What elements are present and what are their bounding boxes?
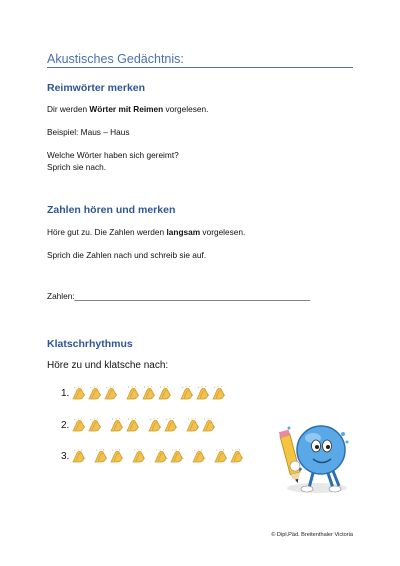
clap-row-number: 3. <box>61 450 70 462</box>
clapping-hands-icon <box>191 449 207 463</box>
clap-row-2 <box>61 416 217 434</box>
clapping-hands-icon <box>169 449 185 463</box>
clapping-hands-icon <box>87 386 103 400</box>
clap-row-1 <box>61 384 227 402</box>
section1-line4: Sprich sie nach. <box>47 162 107 172</box>
clapping-hands-icon <box>125 386 141 400</box>
text: Dir werden <box>47 104 90 114</box>
clap-row-number: 2. <box>61 419 70 431</box>
bold-text: langsam <box>166 227 201 237</box>
copyright-footer: © Dipl.Päd. Breitenthaler Victoria <box>271 532 353 538</box>
clapping-hands-icon <box>131 449 147 463</box>
text: vorgelesen. <box>163 104 209 114</box>
clapping-hands-icon <box>201 418 217 432</box>
section1-line1 <box>47 104 208 114</box>
clapping-hands-icon <box>179 386 195 400</box>
clapping-hands-icon <box>141 386 157 400</box>
clapping-hands-icon <box>93 449 109 463</box>
clapping-hands-icon <box>71 418 87 432</box>
clapping-hands-icon <box>157 386 173 400</box>
text: Höre gut zu. Die Zahlen werden <box>47 227 167 237</box>
answer-line[interactable]: Zahlen:___________________________________________________ <box>47 291 311 301</box>
section1-line3: Welche Wörter haben sich gereimt? <box>47 150 179 160</box>
clapping-hands-icon <box>153 449 169 463</box>
title-rule <box>47 67 353 68</box>
clapping-hands-icon <box>211 386 227 400</box>
clapping-hands-icon <box>109 449 125 463</box>
section2-line2: Sprich die Zahlen nach und schreib sie auf. <box>47 250 207 260</box>
clapping-hands-icon <box>185 418 201 432</box>
clapping-hands-icon <box>71 449 87 463</box>
clapping-hands-icon <box>71 386 87 400</box>
clapping-hands-icon <box>213 449 229 463</box>
page-title: Akustisches Gedächtnis: <box>47 52 184 66</box>
bold-text: Wörter mit Reimen <box>89 104 164 114</box>
section2-line1 <box>47 227 245 237</box>
clapping-hands-icon <box>147 418 163 432</box>
clap-row-3 <box>61 447 245 465</box>
section1-line2: Beispiel: Maus – Haus <box>47 127 130 137</box>
clapping-hands-icon <box>87 418 103 432</box>
clapping-hands-icon <box>195 386 211 400</box>
clapping-hands-icon <box>163 418 179 432</box>
mascot-image <box>273 416 357 496</box>
clapping-hands-icon <box>109 418 125 432</box>
clap-row-number: 1. <box>61 387 70 399</box>
clapping-hands-icon <box>125 418 141 432</box>
clap-instruction: Höre zu und klatsche nach: <box>47 360 169 371</box>
section-heading-reimwoerter: Reimwörter merken <box>47 82 146 94</box>
text: vorgelesen. <box>200 227 246 237</box>
section-heading-zahlen: Zahlen hören und merken <box>47 204 176 216</box>
section-heading-klatschrhythmus: Klatschrhythmus <box>47 338 133 350</box>
clapping-hands-icon <box>103 386 119 400</box>
clapping-hands-icon <box>229 449 245 463</box>
